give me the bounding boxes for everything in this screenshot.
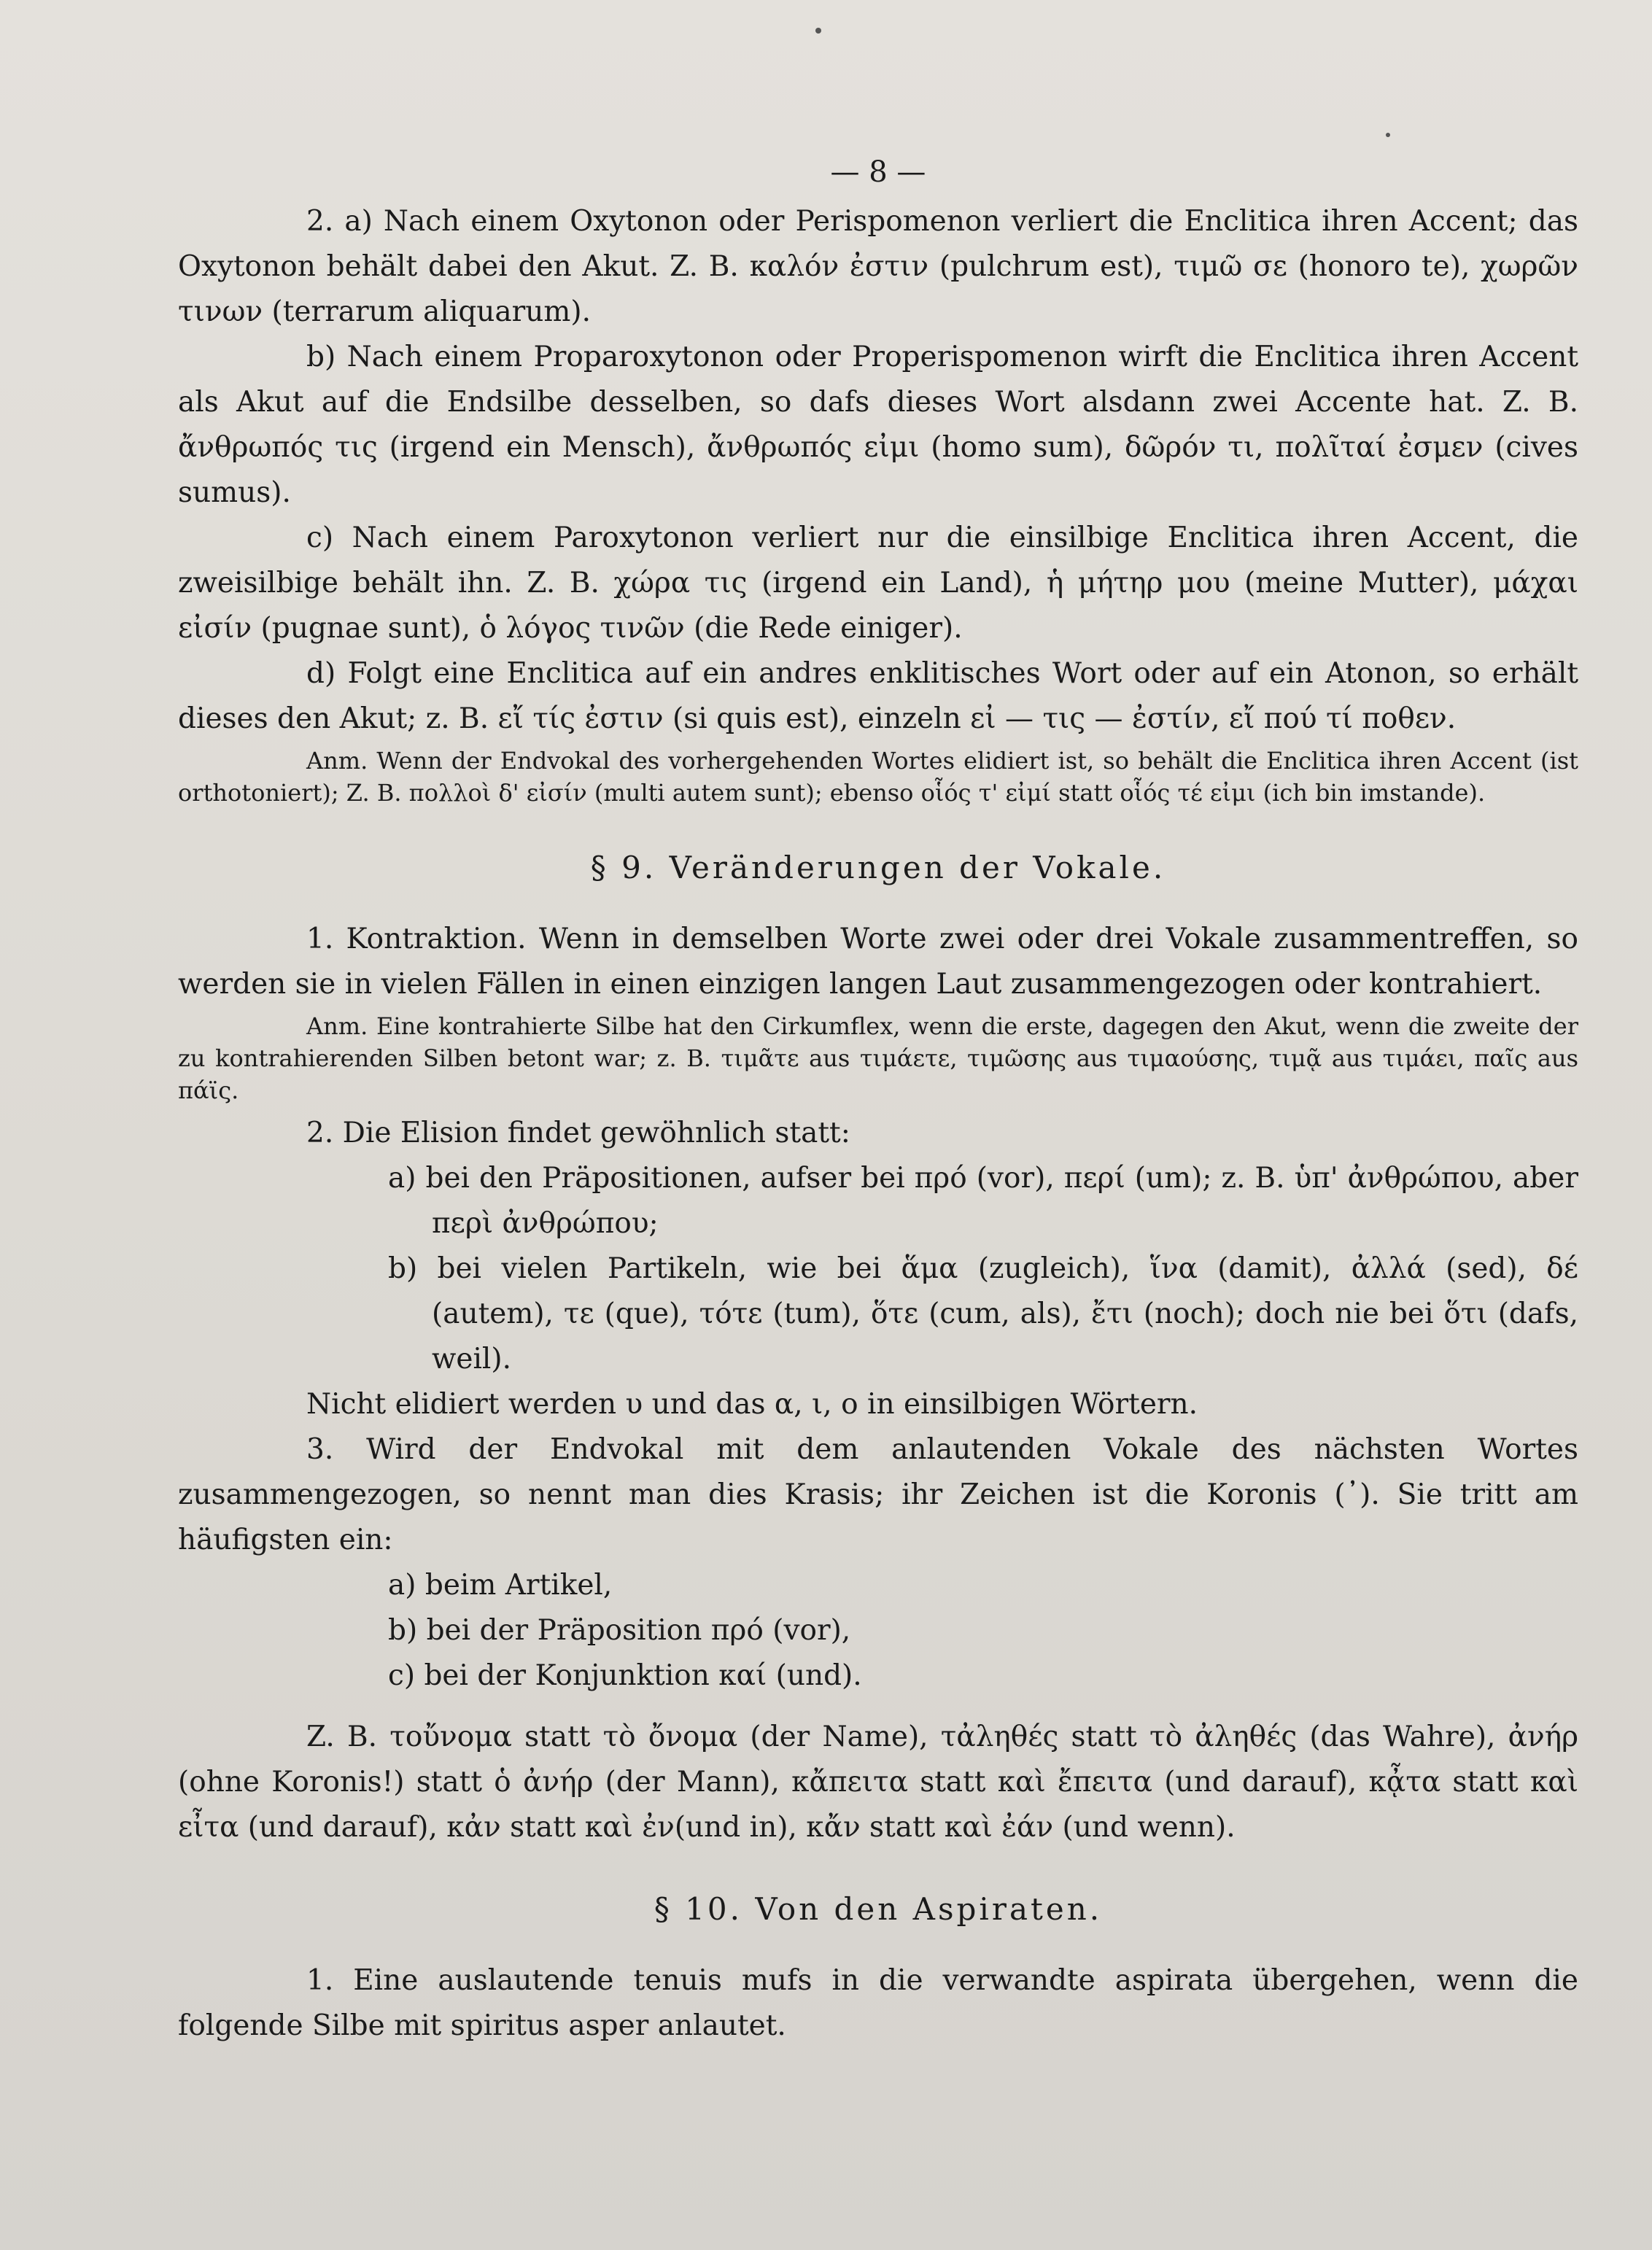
paragraph-9-3-examples: Z. B. τοὔνομα statt τὸ ὄνομα (der Name), τἀληθές statt τὸ ἀληθές (das Wahre), ἀνήρ (ohne Koronis!) statt ὁ ἀνήρ (der Mann), κἄπειτα statt καὶ ἔπειτα (und darauf), κᾆτα statt καὶ εἶτα (und darauf), κἀν statt καὶ ἐν(und in), κἄν statt καὶ ἐάν (und wenn). [178, 1721, 1578, 1844]
paragraph-9-1: 1. Kontraktion. Wenn in demselben Worte zwei oder drei Vokale zusammentreffen, so werden sie in vielen Fällen in einen einzigen langen Laut zusammengezogen oder kontrahiert. [178, 923, 1578, 1001]
paragraph-9-2-note: Nicht elidiert werden υ und das α, ι, ο in einsilbigen Wörtern. [306, 1388, 1198, 1421]
section-heading-10: § 10. Von den Aspiraten. [654, 1891, 1103, 1927]
speck [1386, 133, 1390, 137]
paragraph-9-2: 2. Die Elision findet gewöhnlich statt: [306, 1117, 850, 1149]
paragraph-9-3c: c) bei der Konjunktion καί (und). [388, 1659, 862, 1692]
paragraph-2a: 2. a) Nach einem Oxytonon oder Perispomenon verliert die Enclitica ihren Accent; das Oxytonon behält dabei den Akut. Z. B. καλόν ἐστιν (pulchrum est), τιμῶ σε (honoro te), χωρῶν τινων (terrarum aliquarum). [178, 205, 1578, 328]
annotation-1: Anm. Wenn der Endvokal des vorhergehenden Wortes elidiert ist, so behält die Enclitica ihren Accent (ist orthotoniert); Z. B. πολλοὶ δ' εἰσίν (multi autem sunt); ebenso οἷός τ' εἰμί statt οἷός τέ εἰμι (ich bin imstande). [178, 747, 1578, 807]
text-body [178, 150, 1578, 2049]
paragraph-9-3: 3. Wird der Endvokal mit dem anlautenden Vokale des nächsten Wortes zusammengezogen, so nennt man dies Krasis; ihr Zeichen ist die Koronis (᾽). Sie tritt am häufigsten ein: [178, 1433, 1578, 1556]
paragraph-9-2a: a) bei den Präpositionen, aufser bei πρό (vor), περί (um); z. B. ὑπ' ἀνθρώπου, aber περὶ ἀνθρώπου; [388, 1162, 1578, 1240]
paragraph-2b: b) Nach einem Proparoxytonon oder Properispomenon wirft die Enclitica ihren Accent als Akut auf die Endsilbe desselben, so dafs dieses Wort alsdann zwei Accente hat. Z. B. ἄνθρωπός τις (irgend ein Mensch), ἄνθρωπός εἰμι (homo sum), δῶρόν τι, πολῖταί ἐσμεν (cives sumus). [178, 341, 1578, 509]
speck [815, 28, 821, 34]
paragraph-9-2b: b) bei vielen Partikeln, wie bei ἅμα (zugleich), ἵνα (damit), ἀλλά (sed), δέ (autem), τε (que), τότε (tum), ὅτε (cum, als), ἔτι (noch); doch nie bei ὅτι (dafs, weil). [388, 1252, 1578, 1376]
annotation-2: Anm. Eine kontrahierte Silbe hat den Cirkumflex, wenn die erste, dagegen den Akut, wenn die zweite der zu kontrahierenden Silben betont war; z. B. τιμᾶτε aus τιμάετε, τιμῶσης aus τιμαούσης, τιμᾷ aus τιμάει, παῖς aus πάϊς. [178, 1012, 1579, 1104]
page-number: — 8 — [830, 155, 926, 189]
paragraph-2c: c) Nach einem Paroxytonon verliert nur die einsilbige Enclitica ihren Accent, die zweisilbige behält ihn. Z. B. χώρα τις (irgend ein Land), ἡ μήτηρ μου (meine Mutter), μάχαι εἰσίν (pugnae sunt), ὁ λόγος τινῶν (die Rede einiger). [178, 521, 1578, 645]
paragraph-10-1: 1. Eine auslautende tenuis mufs in die verwandte aspirata übergehen, wenn die folgende Silbe mit spiritus asper anlautet. [178, 1964, 1578, 2042]
section-heading-9: § 9. Veränderungen der Vokale. [590, 850, 1166, 885]
paragraph-9-3a: a) beim Artikel, [388, 1569, 613, 1602]
paragraph-2d: d) Folgt eine Enclitica auf ein andres enklitisches Wort oder auf ein Atonon, so erhält dieses den Akut; z. B. εἴ τίς ἐστιν (si quis est), einzeln εἰ — τις — ἐστίν, εἴ πού τί ποθεν. [178, 657, 1578, 735]
paragraph-9-3b: b) bei der Präposition πρό (vor), [388, 1614, 851, 1647]
